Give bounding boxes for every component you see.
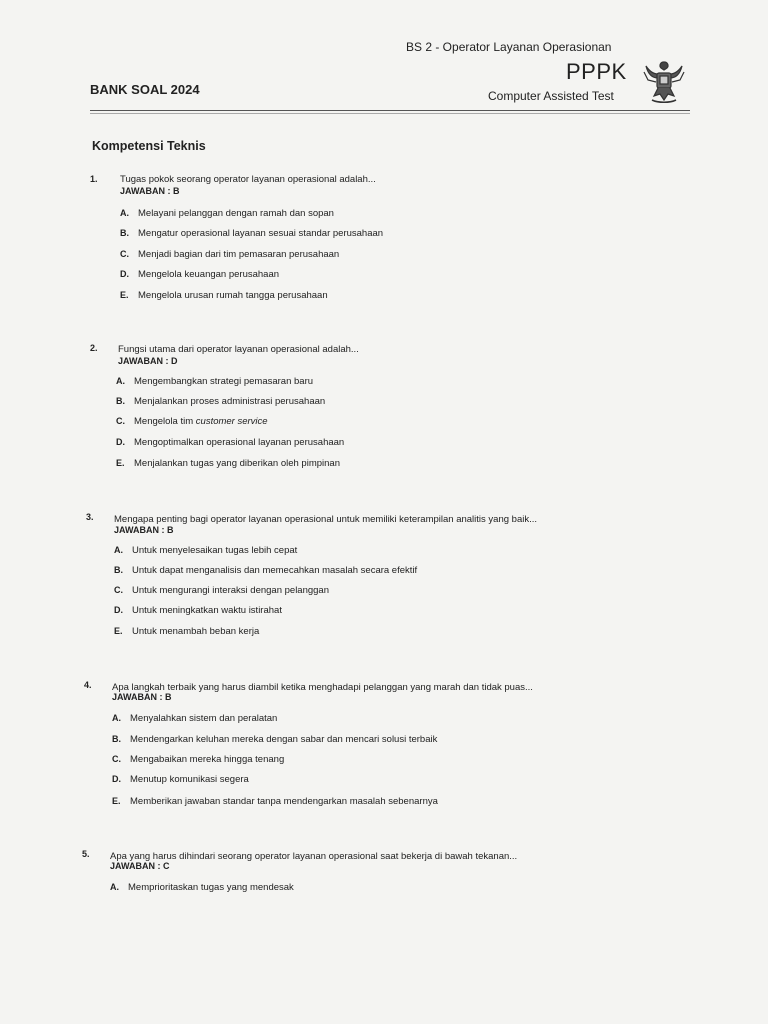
option-d (120, 269, 279, 280)
option-a (114, 545, 297, 556)
option-text: Memprioritaskan tugas yang mendesak (128, 882, 294, 893)
option-letter: B. (114, 565, 123, 575)
option-text: Mengembangkan strategi pemasaran baru (134, 376, 314, 387)
header-divider-thin (90, 113, 690, 114)
option-text: Menjalankan tugas yang diberikan oleh pimpinan (134, 458, 340, 469)
option-b (114, 565, 417, 576)
option-b (120, 228, 383, 239)
answer-key: JAWABAN : C (110, 861, 170, 871)
option-letter: B. (112, 734, 121, 744)
question-text: Mengapa penting bagi operator layanan operasional untuk memiliki keterampilan analitis yang baik... (114, 514, 538, 525)
option-text: Untuk mengurangi interaksi dengan pelanggan (132, 585, 329, 596)
option-e (112, 796, 438, 807)
option-letter: A. (120, 208, 129, 218)
option-text-italic: customer service (195, 416, 268, 427)
option-e (120, 290, 328, 301)
option-text: Melayani pelanggan dengan ramah dan sopan (138, 208, 334, 219)
option-letter: B. (120, 228, 129, 238)
bank-title: BANK SOAL 2024 (90, 82, 200, 97)
option-letter: D. (114, 605, 123, 615)
option-letter: B. (116, 396, 125, 406)
option-text: Untuk meningkatkan waktu istirahat (132, 605, 282, 616)
option-d (112, 774, 249, 785)
header-divider (90, 110, 690, 111)
answer-key: JAWABAN : B (112, 692, 172, 702)
option-a (110, 882, 294, 893)
option-text: Untuk menyelesaikan tugas lebih cepat (132, 545, 298, 556)
option-a (112, 713, 277, 724)
option-letter: A. (112, 713, 121, 723)
option-letter: C. (114, 585, 123, 595)
option-letter: E. (120, 290, 129, 300)
option-text: Mengelola urusan rumah tangga perusahaan (138, 290, 328, 301)
answer-key: JAWABAN : D (118, 356, 178, 366)
garuda-emblem-icon (640, 56, 688, 106)
option-b (112, 734, 437, 745)
option-text: Menjalankan proses administrasi perusahaan (134, 396, 326, 407)
option-text: Mendengarkan keluhan mereka dengan sabar dan mencari solusi terbaik (130, 734, 438, 745)
option-d (114, 605, 282, 616)
question-text: Apa yang harus dihindari seorang operator layanan operasional saat bekerja di bawah tekanan... (110, 851, 518, 862)
option-a (120, 208, 334, 219)
question-text: Fungsi utama dari operator layanan operasional adalah... (118, 344, 359, 355)
option-text: Memberikan jawaban standar tanpa mendengarkan masalah sebenarnya (130, 796, 438, 807)
option-e (114, 626, 259, 637)
option-c (114, 585, 329, 596)
section-title: Kompetensi Teknis (92, 139, 206, 153)
question-text: Tugas pokok seorang operator layanan operasional adalah... (120, 174, 376, 185)
option-d (116, 437, 344, 448)
option-c (120, 249, 339, 260)
option-text: Menjadi bagian dari tim pemasaran perusahaan (138, 249, 340, 260)
option-text: Mengatur operasional layanan sesuai standar perusahaan (138, 228, 384, 239)
option-letter: D. (120, 269, 129, 279)
option-letter: C. (116, 416, 125, 426)
option-letter: A. (110, 882, 119, 892)
option-letter: C. (112, 754, 121, 764)
option-text: Mengelola keuangan perusahaan (138, 269, 280, 280)
option-b (116, 396, 325, 407)
option-text: Mengoptimalkan operasional layanan perusahaan (134, 437, 345, 448)
option-a (116, 376, 313, 387)
option-text: Menutup komunikasi segera (130, 774, 249, 785)
question-number: 3. (86, 512, 94, 522)
document-code: BS 2 - Operator Layanan Operasionan (406, 40, 612, 54)
option-text: Untuk menambah beban kerja (132, 626, 260, 637)
brand-subtitle: Computer Assisted Test (488, 89, 614, 103)
option-text: Mengelola tim (134, 416, 196, 427)
option-letter: D. (116, 437, 125, 447)
option-c (112, 754, 284, 765)
question-number: 5. (82, 849, 90, 859)
option-text: Menyalahkan sistem dan peralatan (130, 713, 278, 724)
question-number: 2. (90, 343, 98, 353)
option-letter: A. (114, 545, 123, 555)
question-text: Apa langkah terbaik yang harus diambil ketika menghadapi pelanggan yang marah dan tidak puas... (112, 682, 533, 693)
question-number: 4. (84, 680, 92, 690)
option-letter: A. (116, 376, 125, 386)
option-letter: D. (112, 774, 121, 784)
option-letter: C. (120, 249, 129, 259)
question-number: 1. (90, 174, 98, 184)
option-letter: E. (116, 458, 125, 468)
option-e (116, 458, 340, 469)
option-text: Mengabaikan mereka hingga tenang (130, 754, 285, 765)
answer-key: JAWABAN : B (114, 525, 174, 535)
option-c (116, 416, 268, 427)
option-letter: E. (114, 626, 123, 636)
brand-title: PPPK (566, 59, 627, 84)
option-text: Untuk dapat menganalisis dan memecahkan masalah secara efektif (132, 565, 418, 576)
option-letter: E. (112, 796, 121, 806)
answer-key: JAWABAN : B (120, 186, 180, 196)
